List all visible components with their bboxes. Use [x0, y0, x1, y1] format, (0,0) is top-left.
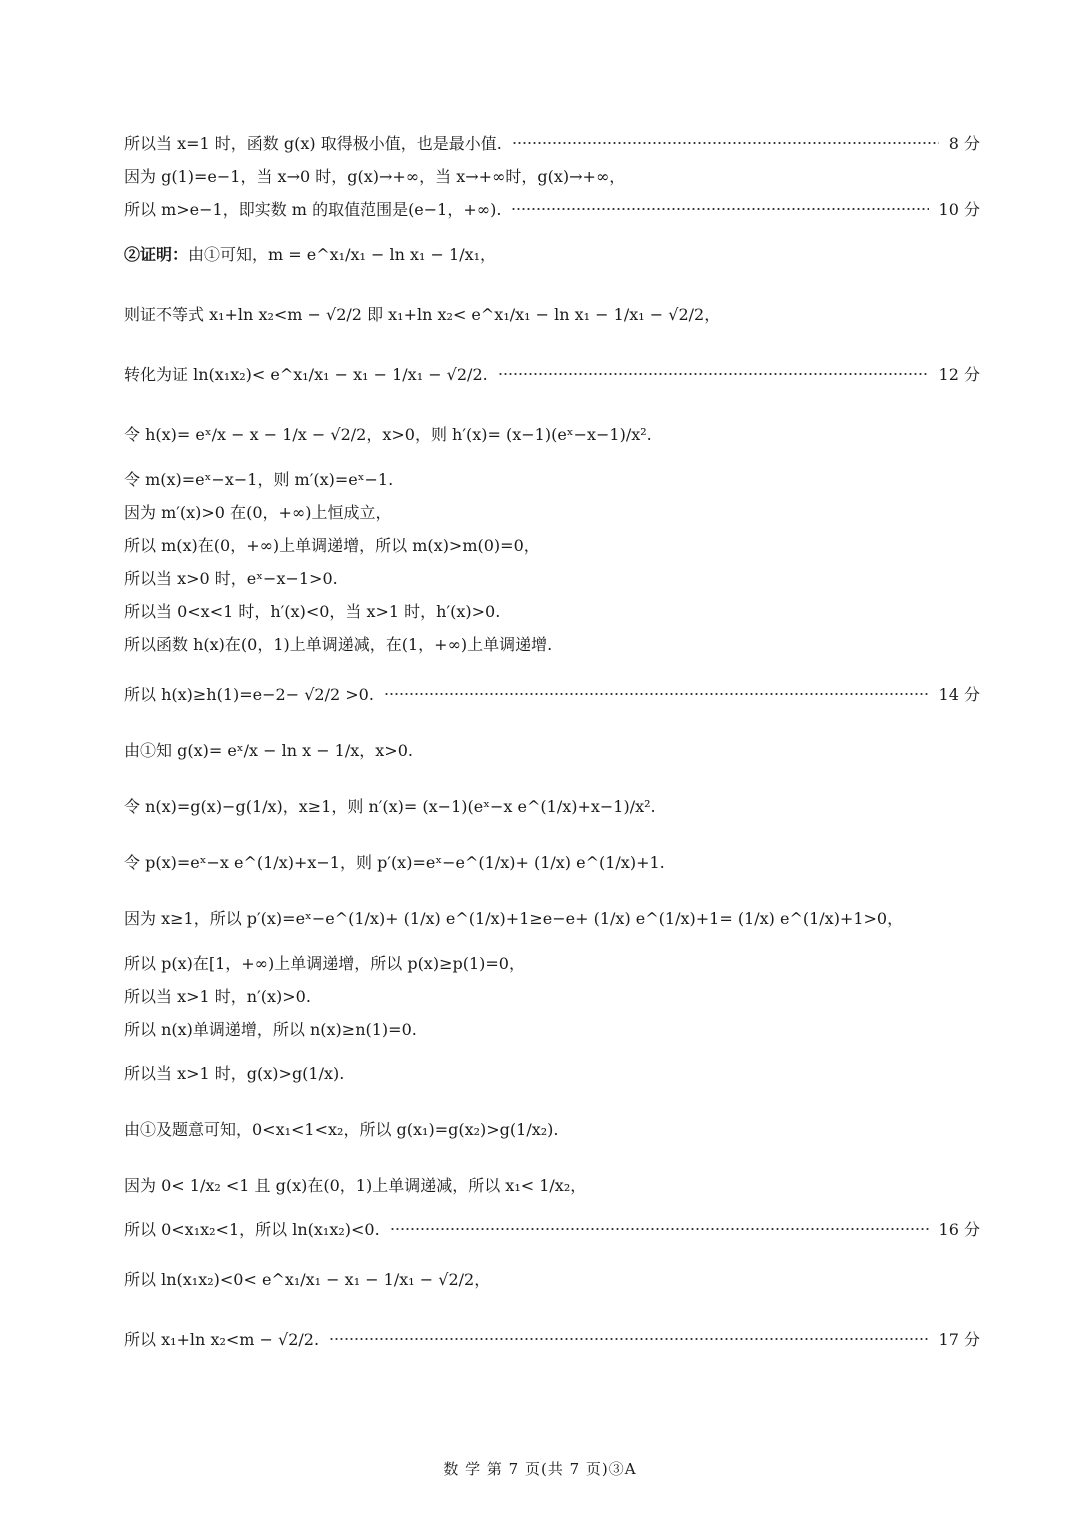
solution-line — [124, 682, 980, 705]
line-text: 则证不等式 x₁+ln x₂<m − √2/2 即 x₁+ln x₂< e^x₁/x₁ − ln x₁ − 1/x₁ − √2/2， — [124, 305, 721, 324]
line-text: 所以 m(x)在(0，+∞)上单调递增，所以 m(x)>m(0)=0， — [124, 536, 540, 555]
score-label: 10 分 — [938, 200, 980, 219]
line-text: 转化为证 ln(x₁x₂)< e^x₁/x₁ − x₁ − 1/x₁ − √2/2. — [124, 365, 488, 384]
solution-line — [124, 242, 980, 265]
solution-line — [124, 984, 980, 1007]
line-text: 所以 ln(x₁x₂)<0< e^x₁/x₁ − x₁ − 1/x₁ − √2/2， — [124, 1270, 491, 1289]
line-text: 由①可知，m = e^x₁/x₁ − ln x₁ − 1/x₁， — [188, 245, 497, 264]
leader-dots — [390, 1228, 929, 1230]
solution-line — [124, 1017, 980, 1040]
leader-dots — [511, 208, 928, 210]
line-text: 因为 x≥1，所以 p′(x)=eˣ−e^(1/x)+ (1/x) e^(1/x)+1≥e−e+ (1/x) e^(1/x)+1= (1/x) e^(1/x)+1>0， — [124, 909, 904, 928]
score-label: 8 分 — [948, 134, 980, 153]
line-text: 令 m(x)=eˣ−x−1，则 m′(x)=eˣ−1. — [124, 470, 394, 489]
leader-dots — [329, 1338, 928, 1340]
score-label: 12 分 — [938, 365, 980, 384]
score-label: 16 分 — [938, 1220, 980, 1239]
solution-line — [124, 1061, 980, 1084]
line-text: 所以 h(x)≥h(1)=e−2− √2/2 >0. — [124, 685, 374, 704]
line-text: 所以当 0<x<1 时，h′(x)<0，当 x>1 时，h′(x)>0. — [124, 602, 501, 621]
line-text: 由①及题意可知，0<x₁<1<x₂，所以 g(x₁)=g(x₂)>g(1/x₂). — [124, 1120, 559, 1139]
solution-line — [124, 362, 980, 385]
line-text: 因为 m′(x)>0 在(0，+∞)上恒成立， — [124, 503, 392, 522]
solution-line — [124, 500, 980, 523]
solution-line — [124, 467, 980, 490]
solution-line — [124, 1117, 980, 1140]
score-label: 14 分 — [938, 685, 980, 704]
solution-line — [124, 1267, 980, 1290]
solution-line — [124, 632, 980, 655]
proof-label: ②证明： — [124, 245, 189, 264]
solution-line — [124, 951, 980, 974]
page-footer: 数 学 第 7 页(共 7 页)③A — [443, 1460, 637, 1478]
solution-line — [124, 794, 980, 817]
solution-line — [124, 164, 980, 187]
line-text: 因为 0< 1/x₂ <1 且 g(x)在(0，1)上单调递减，所以 x₁< 1/x₂， — [124, 1176, 587, 1195]
solution-line — [124, 599, 980, 622]
line-text: 所以当 x>0 时，eˣ−x−1>0. — [124, 569, 338, 588]
line-text: 所以 0<x₁x₂<1，所以 ln(x₁x₂)<0. — [124, 1220, 380, 1239]
solution-line — [124, 422, 980, 445]
line-text: 所以 n(x)单调递增，所以 n(x)≥n(1)=0. — [124, 1020, 417, 1039]
line-text: 所以函数 h(x)在(0，1)上单调递减，在(1，+∞)上单调递增. — [124, 635, 553, 654]
line-text: 所以 x₁+ln x₂<m − √2/2. — [124, 1330, 320, 1349]
solution-line — [124, 197, 980, 220]
solution-line — [124, 1173, 980, 1196]
solution-line — [124, 906, 980, 929]
line-text: 所以当 x>1 时，g(x)>g(1/x). — [124, 1064, 345, 1083]
line-text: 所以 p(x)在[1，+∞)上单调递增，所以 p(x)≥p(1)=0， — [124, 954, 525, 973]
leader-dots — [498, 373, 929, 375]
leader-dots — [384, 693, 929, 695]
solution-line — [124, 131, 980, 154]
line-text: 令 p(x)=eˣ−x e^(1/x)+x−1，则 p′(x)=eˣ−e^(1/x)+ (1/x) e^(1/x)+1. — [124, 853, 665, 872]
line-text: 所以当 x>1 时，n′(x)>0. — [124, 987, 311, 1006]
line-text: 因为 g(1)=e−1，当 x→0 时，g(x)→+∞，当 x→+∞时，g(x)→+∞， — [124, 167, 626, 186]
solution-line — [124, 1327, 980, 1350]
line-text: 令 n(x)=g(x)−g(1/x)，x≥1，则 n′(x)= (x−1)(eˣ−x e^(1/x)+x−1)/x². — [124, 797, 656, 816]
solution-line — [124, 302, 980, 325]
solution-line — [124, 533, 980, 556]
solution-line — [124, 1217, 980, 1240]
solution-line — [124, 738, 980, 761]
solution-line — [124, 566, 980, 589]
leader-dots — [512, 142, 939, 144]
line-text: 所以 m>e−1，即实数 m 的取值范围是(e−1，+∞). — [124, 200, 502, 219]
score-label: 17 分 — [938, 1330, 980, 1349]
line-text: 令 h(x)= eˣ/x − x − 1/x − √2/2，x>0，则 h′(x)= (x−1)(eˣ−x−1)/x². — [124, 425, 652, 444]
solution-line — [124, 850, 980, 873]
line-text: 所以当 x=1 时，函数 g(x) 取得极小值，也是最小值. — [124, 134, 502, 153]
line-text: 由①知 g(x)= eˣ/x − ln x − 1/x，x>0. — [124, 741, 413, 760]
